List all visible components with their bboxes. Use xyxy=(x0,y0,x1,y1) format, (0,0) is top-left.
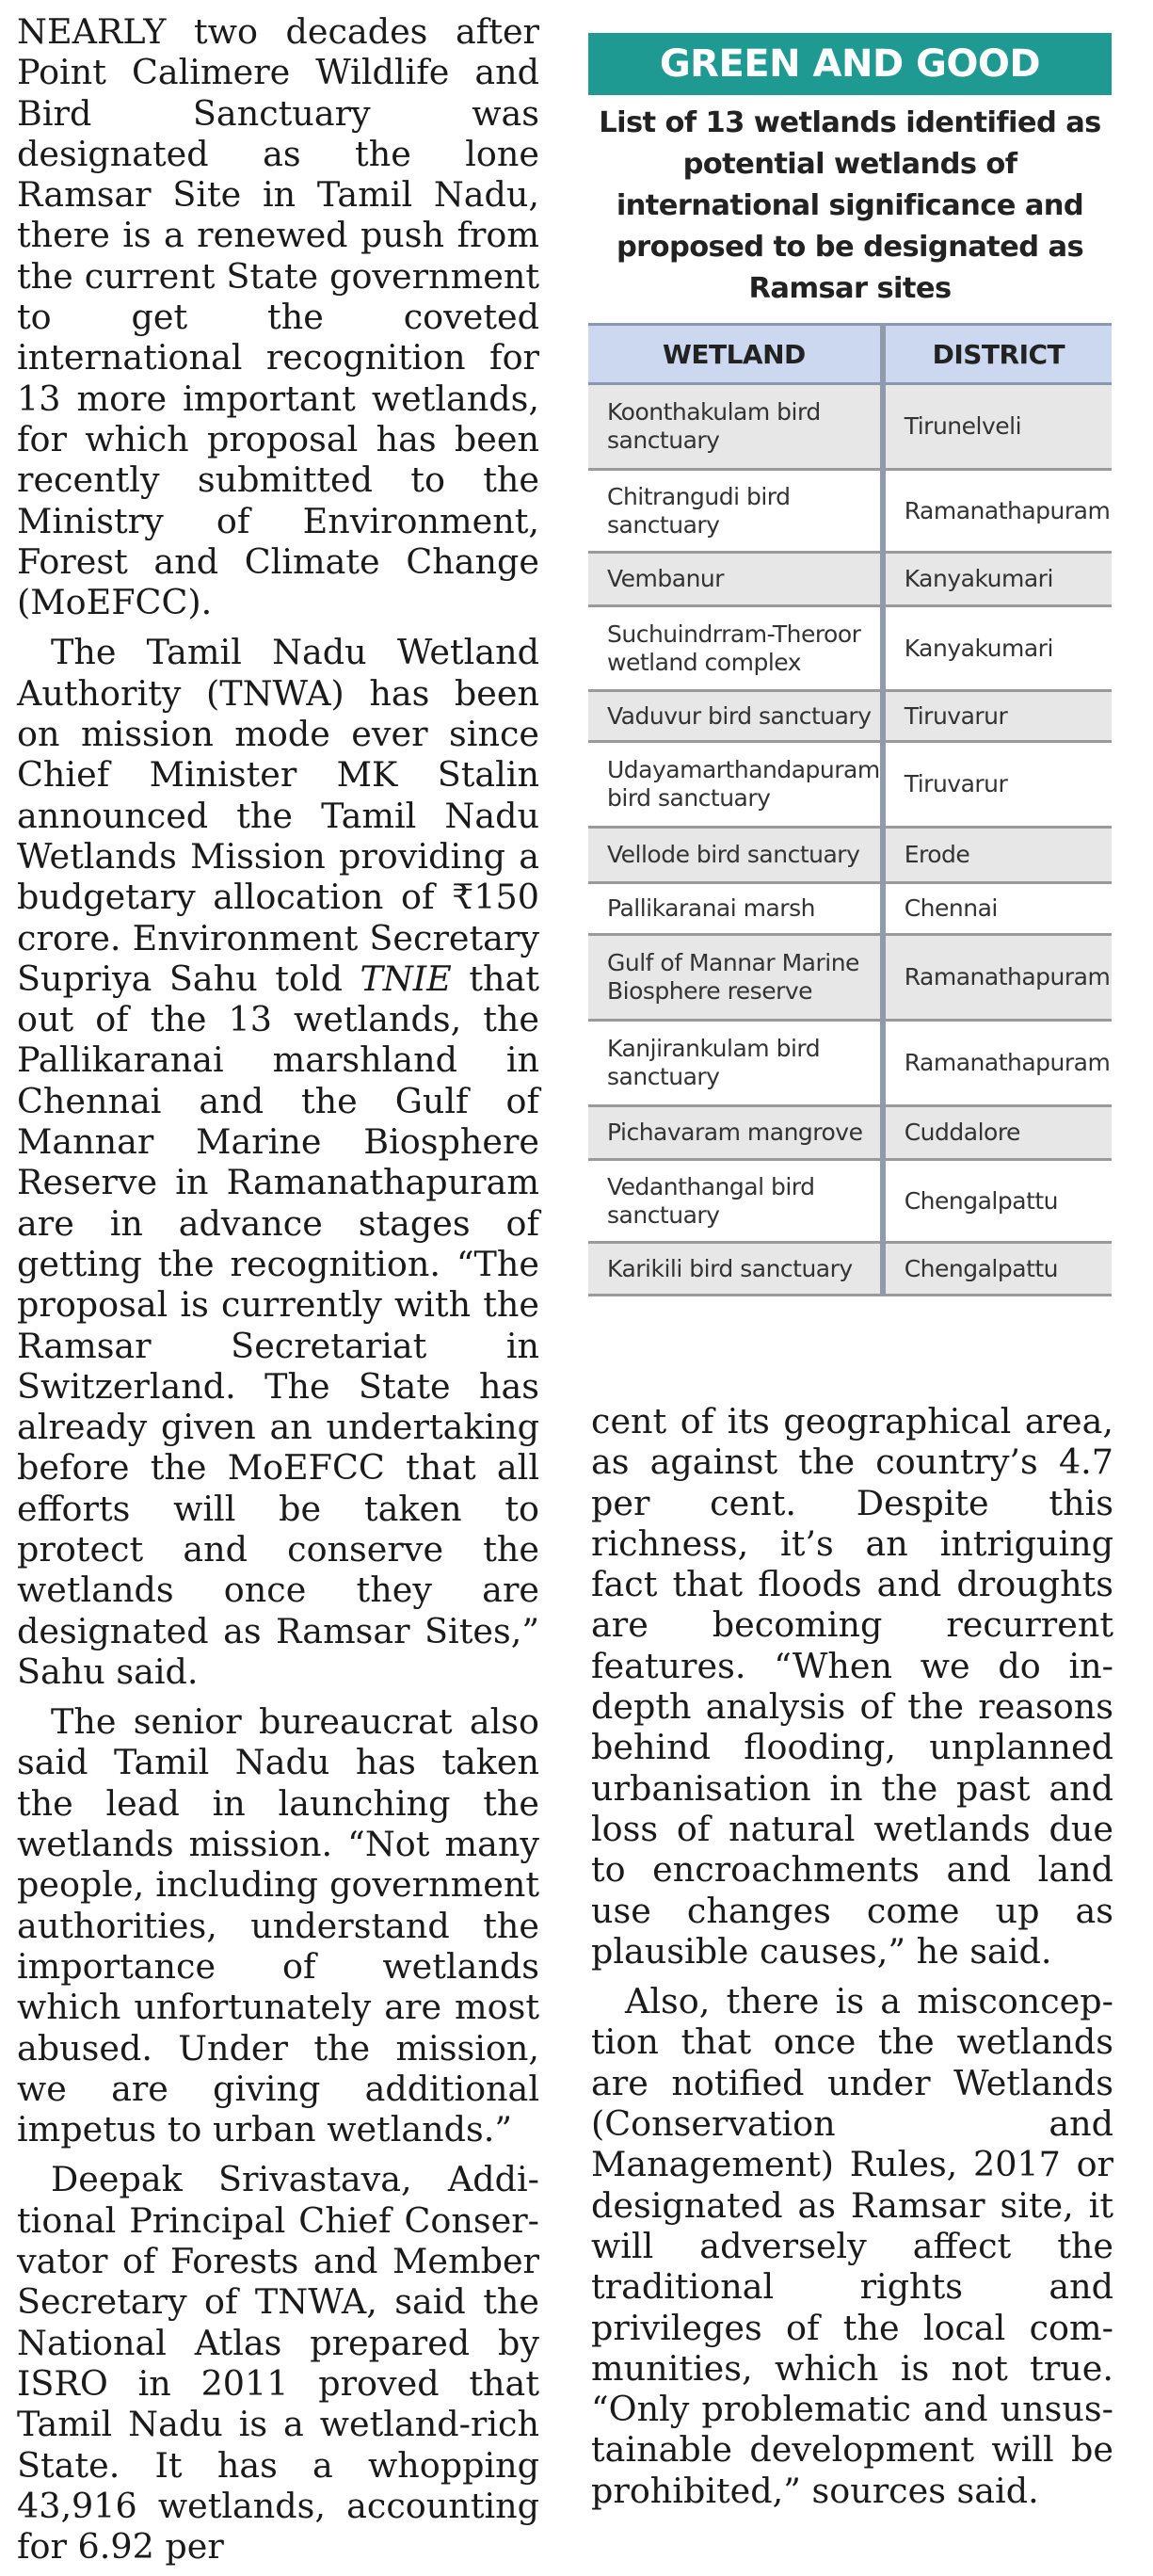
district-cell: Kanyakumari xyxy=(883,606,1112,691)
table-row xyxy=(588,553,1112,606)
table-header-row xyxy=(588,325,1112,384)
article-paragraph-5: cent of its geographical area, as against the country’s 4.7 per cent. Despite this richness, it’s an intriguing fact that floods and droughts are becoming recurrent features. “When we do in-depth analysis of the reasons behind flooding, unplanned urbanisation in the past and loss of natural wetlands due to encroachments and land use changes come up as plausible causes,” he said. xyxy=(591,1401,1113,1972)
header-district: DISTRICT xyxy=(883,325,1112,384)
district-cell: Ramanathapuram xyxy=(883,470,1112,553)
district-cell: Ramanathapuram xyxy=(883,935,1112,1021)
green-and-good-box xyxy=(588,33,1112,1296)
district-cell: Chengalpattu xyxy=(883,1243,1112,1296)
district-cell: Kanyakumari xyxy=(883,553,1112,606)
wetland-cell: Vembanur xyxy=(588,553,883,606)
wetland-cell: Karikili bird sanctuary xyxy=(588,1243,883,1296)
wetland-cell: Suchuindrram-Theroor wetland complex xyxy=(588,606,883,691)
wetlands-table xyxy=(588,323,1112,1296)
district-cell: Tirunelveli xyxy=(883,384,1112,470)
table-row xyxy=(588,1021,1112,1106)
wetland-cell: Vellode bird sanctuary xyxy=(588,828,883,883)
wetland-cell: Vedanthangal bird sanctuary xyxy=(588,1160,883,1243)
district-cell: Ramanathapuram xyxy=(883,1021,1112,1106)
article-column-left xyxy=(17,11,539,2576)
table-row xyxy=(588,883,1112,935)
district-cell: Tiruvarur xyxy=(883,691,1112,742)
article-column-right xyxy=(591,1401,1113,2520)
wetland-cell: Koonthakulam bird sanctuary xyxy=(588,384,883,470)
wetland-cell: Udayamarthandapuram bird sanctuary xyxy=(588,742,883,828)
table-row xyxy=(588,691,1112,742)
wetland-cell: Chitrangudi bird sanctuary xyxy=(588,470,883,553)
district-cell: Cuddalore xyxy=(883,1106,1112,1160)
wetland-cell: Gulf of Mannar Marine Biosphere reserve xyxy=(588,935,883,1021)
district-cell: Tiruvarur xyxy=(883,742,1112,828)
table-row xyxy=(588,935,1112,1021)
table-row xyxy=(588,742,1112,828)
table-row xyxy=(588,1106,1112,1160)
table-row xyxy=(588,828,1112,883)
article-paragraph-2 xyxy=(17,632,539,1692)
paragraph-2-lead: The Tamil Nadu Wetland Authority (TNWA) has been on mission mode ever since Chief Minister MK Stalin announced the Tamil Nadu Wetlands Mission providing a budgetary allocation of ₹150 crore. Environment Secretary Supriya Sahu told xyxy=(17,632,539,999)
wetland-cell: Kanjirankulam bird sanctuary xyxy=(588,1021,883,1106)
district-cell: Chennai xyxy=(883,883,1112,935)
table-row xyxy=(588,384,1112,470)
table-row xyxy=(588,1160,1112,1243)
district-cell: Chengalpattu xyxy=(883,1160,1112,1243)
table-row xyxy=(588,470,1112,553)
header-wetland: WETLAND xyxy=(588,325,883,384)
box-description: List of 13 wetlands identified as potential wetlands of international significance and proposed to be designated as Ramsar sites xyxy=(599,106,1101,305)
wetland-cell: Pallikaranai marsh xyxy=(588,883,883,935)
wetland-cell: Vaduvur bird sanctuary xyxy=(588,691,883,742)
article-paragraph-4: Deepak Srivastava, Additional Principal Chief Conservator of Forests and Member Secretary of TNWA, said the National Atlas prepared by ISRO in 2011 proved that Tamil Nadu is a wetland-rich State. It has a whopping 43,916 wetlands, accounting for 6.92 per xyxy=(17,2159,539,2568)
article-paragraph-6: Also, there is a misconception that once the wetlands are notified under Wetlands (Conservation and Management) Rules, 2017 or designated as Ramsar site, it will adversely affect the traditional rights and privileges of the local communities, which is not true. “Only problematic and unsustainable development will be prohibited,” sources said. xyxy=(591,1981,1113,2511)
district-cell: Erode xyxy=(883,828,1112,883)
article-paragraph-3: The senior bureaucrat also said Tamil Nadu has taken the lead in launching the wetlands mission. “Not many people, including government authorities, understand the importance of wetlands which unfortunately are most abused. Under the mission, we are giving additional impetus to urban wetlands.” xyxy=(17,1701,539,2150)
wetland-cell: Pichavaram mangrove xyxy=(588,1106,883,1160)
table-row xyxy=(588,606,1112,691)
table-row xyxy=(588,1243,1112,1296)
paragraph-2-tail: that out of the 13 wetlands, the Pallikaranai marshland in Chennai and the Gulf of Mannar Marine Biosphere Reserve in Ramanathapuram are in advance stages of getting the recognition. “The proposal is currently with the Ramsar Secretariat in Switzerland. The State has already given an undertaking before the MoEFCC that all efforts will be taken to protect and conserve the wetlands once they are designated as Ramsar Sites,” Sahu said. xyxy=(17,958,539,1692)
article-paragraph-1: NEARLY two decades after Point Calimere Wildlife and Bird Sanctuary was designated as the lone Ramsar Site in Tamil Nadu, there is a renewed push from the current State government to get the coveted international recognition for 13 more important wetlands, for which proposal has been recently submitted to the Ministry of Environment, Forest and Climate Change (MoEFCC). xyxy=(17,11,539,623)
box-banner: GREEN AND GOOD xyxy=(588,33,1112,95)
wetlands-table-body xyxy=(588,384,1112,1296)
paper-name: TNIE xyxy=(360,958,452,999)
